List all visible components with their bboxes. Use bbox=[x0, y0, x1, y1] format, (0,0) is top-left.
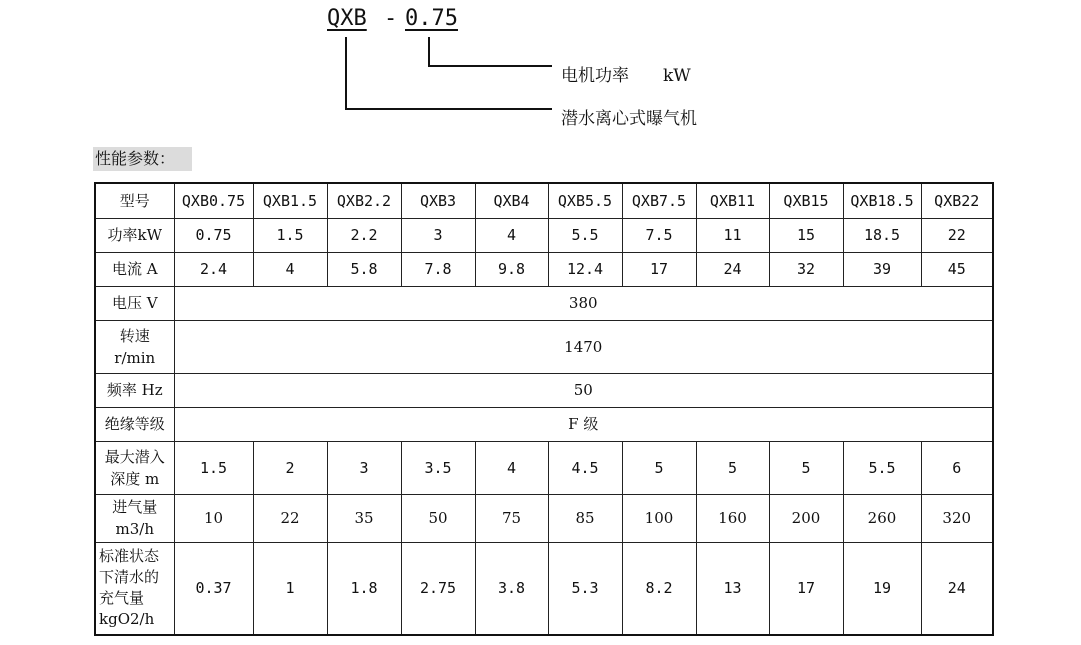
value-cell: 320 bbox=[921, 494, 993, 542]
value-cell: 15 bbox=[769, 218, 843, 252]
value-cell: 2.2 bbox=[327, 218, 401, 252]
model-cell: QXB18.5 bbox=[843, 183, 921, 218]
row-oxygenation bbox=[95, 542, 993, 635]
value-cell-merged: 50 bbox=[174, 373, 993, 407]
row-max-depth bbox=[95, 441, 993, 494]
row-voltage bbox=[95, 286, 993, 320]
type-description: 潜水离心式曝气机 bbox=[561, 109, 697, 129]
row-label-line: 转速 bbox=[119, 326, 150, 345]
value-cell: 7.5 bbox=[622, 218, 696, 252]
model-cell: QXB7.5 bbox=[622, 183, 696, 218]
value-cell: 1.8 bbox=[327, 542, 401, 635]
value-cell: 5.5 bbox=[843, 441, 921, 494]
row-current bbox=[95, 252, 993, 286]
value-cell: 9.8 bbox=[475, 252, 548, 286]
row-label: 频率 Hz bbox=[95, 373, 174, 407]
row-power bbox=[95, 218, 993, 252]
value-cell: 260 bbox=[843, 494, 921, 542]
model-prefix: QXB bbox=[327, 6, 367, 31]
row-air-intake bbox=[95, 494, 993, 542]
value-cell: 7.8 bbox=[401, 252, 475, 286]
value-cell: 35 bbox=[327, 494, 401, 542]
value-cell: 32 bbox=[769, 252, 843, 286]
row-label-line: 下清水的 bbox=[99, 568, 160, 587]
value-cell: 22 bbox=[253, 494, 327, 542]
power-code: 0.75 bbox=[405, 6, 458, 31]
model-cell: QXB11 bbox=[696, 183, 769, 218]
value-cell: 200 bbox=[769, 494, 843, 542]
row-frequency bbox=[95, 373, 993, 407]
value-cell: 5.8 bbox=[327, 252, 401, 286]
value-cell: 2 bbox=[253, 441, 327, 494]
power-connector-horizontal bbox=[428, 65, 552, 67]
value-cell: 4 bbox=[475, 218, 548, 252]
value-cell: 2.75 bbox=[401, 542, 475, 635]
value-cell: 1.5 bbox=[253, 218, 327, 252]
header-label: 型号 bbox=[95, 183, 174, 218]
value-cell: 19 bbox=[843, 542, 921, 635]
row-label-line: 充气量 bbox=[99, 589, 145, 608]
row-label-line: kgO2/h bbox=[99, 610, 155, 629]
value-cell: 3 bbox=[327, 441, 401, 494]
row-insulation bbox=[95, 407, 993, 441]
value-cell: 100 bbox=[622, 494, 696, 542]
row-label bbox=[95, 441, 174, 494]
model-cell: QXB22 bbox=[921, 183, 993, 218]
value-cell: 3.5 bbox=[401, 441, 475, 494]
value-cell: 1.5 bbox=[174, 441, 253, 494]
value-cell: 8.2 bbox=[622, 542, 696, 635]
value-cell: 5 bbox=[769, 441, 843, 494]
value-cell: 18.5 bbox=[843, 218, 921, 252]
row-label: 功率kW bbox=[95, 218, 174, 252]
value-cell: 24 bbox=[921, 542, 993, 635]
type-connector-horizontal bbox=[345, 108, 552, 110]
value-cell: 13 bbox=[696, 542, 769, 635]
power-connector-vertical bbox=[428, 37, 430, 66]
value-cell: 22 bbox=[921, 218, 993, 252]
value-cell: 12.4 bbox=[548, 252, 622, 286]
row-label bbox=[95, 494, 174, 542]
model-cell: QXB2.2 bbox=[327, 183, 401, 218]
section-title: 性能参数： bbox=[93, 147, 192, 171]
value-cell: 17 bbox=[622, 252, 696, 286]
row-label-line: r/min bbox=[114, 348, 156, 367]
value-cell: 0.37 bbox=[174, 542, 253, 635]
row-label: 绝缘等级 bbox=[95, 407, 174, 441]
row-label-line: 进气量 bbox=[112, 498, 158, 516]
value-cell: 5.3 bbox=[548, 542, 622, 635]
model-separator: - bbox=[384, 6, 398, 31]
row-label-line: m3/h bbox=[115, 520, 154, 538]
value-cell: 17 bbox=[769, 542, 843, 635]
row-label: 电流 A bbox=[95, 252, 174, 286]
value-cell: 160 bbox=[696, 494, 769, 542]
model-cell: QXB1.5 bbox=[253, 183, 327, 218]
value-cell: 50 bbox=[401, 494, 475, 542]
model-cell: QXB3 bbox=[401, 183, 475, 218]
value-cell: 45 bbox=[921, 252, 993, 286]
value-cell: 6 bbox=[921, 441, 993, 494]
value-cell: 3 bbox=[401, 218, 475, 252]
model-cell: QXB0.75 bbox=[174, 183, 253, 218]
type-connector-vertical bbox=[345, 37, 347, 109]
value-cell: 4 bbox=[253, 252, 327, 286]
row-label-line: 最大潜入 bbox=[104, 447, 165, 466]
value-cell-merged: 380 bbox=[174, 286, 993, 320]
performance-table bbox=[94, 182, 994, 636]
value-cell: 39 bbox=[843, 252, 921, 286]
value-cell: 4.5 bbox=[548, 441, 622, 494]
value-cell: 5 bbox=[622, 441, 696, 494]
value-cell: 24 bbox=[696, 252, 769, 286]
model-cell: QXB4 bbox=[475, 183, 548, 218]
row-label-line: 标准状态 bbox=[99, 547, 160, 566]
value-cell: 0.75 bbox=[174, 218, 253, 252]
value-cell: 10 bbox=[174, 494, 253, 542]
row-speed bbox=[95, 320, 993, 373]
value-cell: 75 bbox=[475, 494, 548, 542]
value-cell: 5 bbox=[696, 441, 769, 494]
value-cell: 2.4 bbox=[174, 252, 253, 286]
value-cell: 85 bbox=[548, 494, 622, 542]
row-label-line: 深度 m bbox=[110, 469, 160, 488]
value-cell-merged: 1470 bbox=[174, 320, 993, 373]
row-label bbox=[95, 320, 174, 373]
value-cell: 1 bbox=[253, 542, 327, 635]
value-cell: 3.8 bbox=[475, 542, 548, 635]
power-description: 电机功率 kW bbox=[561, 66, 691, 86]
row-label bbox=[95, 542, 174, 635]
model-cell: QXB15 bbox=[769, 183, 843, 218]
value-cell: 4 bbox=[475, 441, 548, 494]
row-label: 电压 V bbox=[95, 286, 174, 320]
value-cell-merged: F 级 bbox=[174, 407, 993, 441]
value-cell: 11 bbox=[696, 218, 769, 252]
model-cell: QXB5.5 bbox=[548, 183, 622, 218]
table-header-row bbox=[95, 183, 993, 218]
value-cell: 5.5 bbox=[548, 218, 622, 252]
